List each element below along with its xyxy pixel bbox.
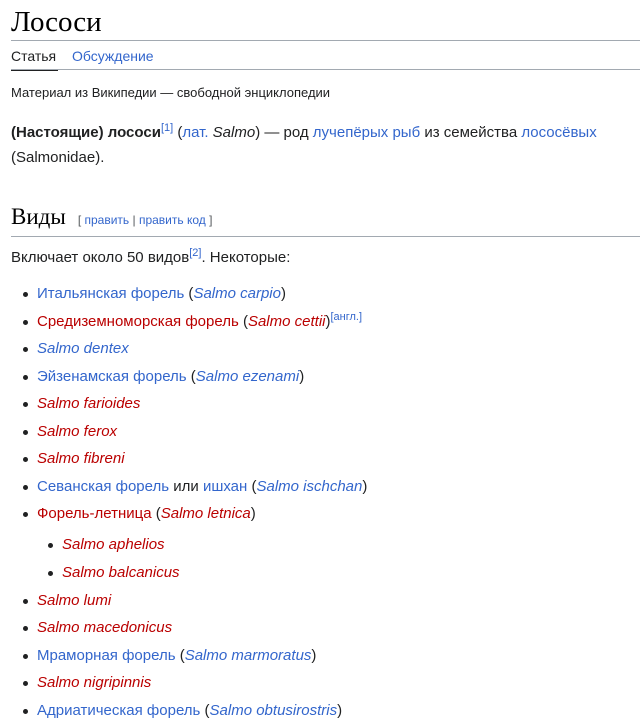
species-latin-name-link[interactable]: Salmo carpio	[193, 285, 281, 302]
lead-paragraph	[11, 120, 640, 170]
species-or-text: или	[169, 478, 203, 495]
tabs-divider	[11, 69, 640, 70]
bullet	[48, 543, 53, 548]
paren-close: )	[251, 505, 256, 522]
species-list	[11, 280, 640, 724]
species-latin-name-link[interactable]: Salmo ferox	[37, 423, 117, 440]
species-common-name-link[interactable]: Адриатическая форель	[37, 702, 200, 719]
bullet	[23, 626, 28, 631]
paren-open: (	[184, 285, 193, 302]
species-item	[11, 587, 640, 615]
species-intro	[11, 247, 290, 269]
salmonidae-link[interactable]: лососёвых	[521, 124, 596, 141]
species-common-name-link[interactable]: Форель-летница	[37, 505, 152, 522]
species-common-name-link[interactable]: Средиземноморская форель	[37, 313, 239, 330]
bullet	[23, 512, 28, 517]
tab-talk[interactable]: Обсуждение	[72, 48, 154, 64]
paren-close: )	[337, 702, 342, 719]
genus-latin: Salmo	[213, 124, 256, 141]
section-divider	[11, 236, 640, 237]
site-subtitle: Материал из Википедии — свободной энциклопедии	[11, 85, 330, 100]
bullet	[23, 402, 28, 407]
species-common-name-link[interactable]: Севанская форель	[37, 478, 169, 495]
paren-open: (	[247, 478, 256, 495]
species-latin-name-link[interactable]: Salmo letnica	[161, 505, 251, 522]
bullet	[23, 375, 28, 380]
species-item	[11, 445, 640, 473]
edit-bracket-open: [	[78, 213, 85, 227]
family-latin: (Salmonidae).	[11, 149, 104, 166]
paren-close: )	[299, 368, 304, 385]
species-item	[11, 642, 640, 670]
species-latin-name-link[interactable]: Salmo fibreni	[37, 450, 125, 467]
section-heading-text: Виды	[11, 204, 66, 229]
bullet	[23, 430, 28, 435]
edit-section	[78, 213, 213, 227]
lead-term: (Настоящие) лососи	[11, 124, 161, 141]
bullet	[48, 571, 53, 576]
bullet	[23, 599, 28, 604]
paren-open: (	[200, 702, 209, 719]
species-latin-name-link[interactable]: Salmo lumi	[37, 592, 111, 609]
lead-line-1	[11, 120, 640, 145]
species-latin-name-link[interactable]: Salmo marmoratus	[185, 647, 312, 664]
species-item	[11, 669, 640, 697]
intro-rest: . Некоторые:	[201, 249, 290, 266]
title-divider	[11, 40, 640, 41]
ray-finned-fish-link[interactable]: лучепёрых рыб	[313, 124, 420, 141]
species-item	[11, 531, 640, 559]
paren-open: (	[187, 368, 196, 385]
species-item	[11, 418, 640, 446]
species-item	[11, 363, 640, 391]
reference-1-link[interactable]: [1]	[161, 122, 173, 134]
species-latin-name-link[interactable]: Salmo aphelios	[62, 536, 165, 553]
species-item	[11, 335, 640, 363]
species-latin-name-link[interactable]: Salmo nigripinnis	[37, 674, 151, 691]
intro-text: Включает около 50 видов	[11, 249, 189, 266]
paren-open: (	[239, 313, 248, 330]
edit-separator: |	[129, 213, 139, 227]
bullet	[23, 292, 28, 297]
latin-language-link[interactable]: лат.	[182, 124, 208, 141]
species-latin-name-link[interactable]: Salmo balcanicus	[62, 564, 180, 581]
species-item	[11, 390, 640, 418]
paren-close: )	[325, 313, 330, 330]
species-item	[11, 559, 640, 587]
bullet	[23, 457, 28, 462]
edit-section-link[interactable]: править	[84, 213, 129, 227]
lead-paren-close: ) — род	[255, 124, 313, 141]
species-latin-name-link[interactable]: Salmo cettii	[248, 313, 326, 330]
species-latin-name-link[interactable]: Salmo ezenami	[196, 368, 299, 385]
interwiki-english-link[interactable]: [англ.]	[330, 311, 362, 323]
bullet	[23, 709, 28, 714]
species-alt-name-link[interactable]: ишхан	[203, 478, 247, 495]
lead-line-2	[11, 145, 640, 170]
section-heading-species	[11, 202, 212, 235]
paren-open: (	[176, 647, 185, 664]
species-common-name-link[interactable]: Итальянская форель	[37, 285, 184, 302]
bullet	[23, 681, 28, 686]
page-title: Лососи	[11, 4, 102, 40]
reference-2-link[interactable]: [2]	[189, 247, 201, 259]
edit-source-link[interactable]: править код	[139, 213, 206, 227]
species-item	[11, 473, 640, 501]
bullet	[23, 320, 28, 325]
species-latin-name-link[interactable]: Salmo ischchan	[256, 478, 362, 495]
lead-mid-text: из семейства	[420, 124, 521, 141]
edit-bracket-close: ]	[206, 213, 213, 227]
species-item	[11, 280, 640, 308]
species-item	[11, 697, 640, 724]
species-item	[11, 500, 640, 528]
bullet	[23, 347, 28, 352]
species-common-name-link[interactable]: Мраморная форель	[37, 647, 176, 664]
species-latin-name-link[interactable]: Salmo farioides	[37, 395, 140, 412]
paren-close: )	[311, 647, 316, 664]
species-latin-name-link[interactable]: Salmo dentex	[37, 340, 129, 357]
paren-open: (	[152, 505, 161, 522]
bullet	[23, 485, 28, 490]
species-item	[11, 614, 640, 642]
bullet	[23, 654, 28, 659]
paren-close: )	[362, 478, 367, 495]
lead-paren-open: (	[173, 124, 182, 141]
tab-article[interactable]: Статья	[11, 48, 56, 64]
species-item	[11, 308, 640, 336]
paren-close: )	[281, 285, 286, 302]
species-latin-name-link[interactable]: Salmo obtusirostris	[210, 702, 338, 719]
species-common-name-link[interactable]: Эйзенамская форель	[37, 368, 187, 385]
species-latin-name-link[interactable]: Salmo macedonicus	[37, 619, 172, 636]
